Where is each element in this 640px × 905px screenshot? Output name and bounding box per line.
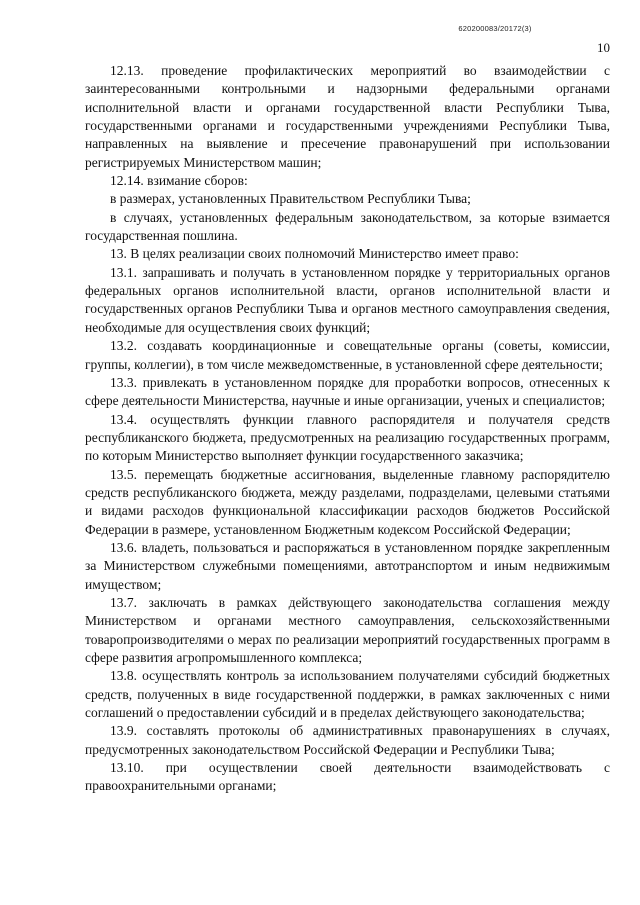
paragraph-fee-government: в размерах, установленных Правительством Республики Тыва; <box>110 191 471 207</box>
paragraph-13-9: 13.9. составлять протоколы об административных правонарушениях в случаях, предусмотренных законодательством Российской Федерации и Республики Тыва; <box>85 723 610 757</box>
paragraph-13-5: 13.5. перемещать бюджетные ассигнования, выделенные главному распорядителю средств республиканского бюджета, между разделами, подразделами, целевыми статьями и видами расходов функциональной классификации расходов бюджетов Российской Федерации в размере, установленном Бюджетным кодексом Российской Федерации; <box>85 466 610 537</box>
paragraph-13-4: 13.4. осуществлять функции главного распорядителя и получателя средств республиканского бюджета, предусмотренных на реализацию государственных программ, по которым Министерство выполняет функции государственного заказчика; <box>85 411 610 464</box>
paragraph-13-6: 13.6. владеть, пользоваться и распоряжаться в установленном порядке закрепленным за Министерством служебными помещениями, автотранспортом и иным недвижимым имуществом; <box>85 539 610 592</box>
paragraph-13-7: 13.7. заключать в рамках действующего законодательства соглашения между Министерством и органами местного самоуправления, сельскохозяйственными товаропроизводителями о мерах по реализации мероприятий государственных программ в сфере развития агропромышленного комплекса; <box>85 594 610 665</box>
paragraph-13-3: 13.3. привлекать в установленном порядке для проработки вопросов, отнесенных к сфере деятельности Министерства, научные и иные организации, ученых и специалистов; <box>85 374 610 409</box>
document-code: 620200083/20172(3) <box>458 24 532 33</box>
paragraph-13-10: 13.10. при осуществлении своей деятельности взаимодействовать с правоохранительными органами; <box>85 760 610 794</box>
paragraph-13: 13. В целях реализации своих полномочий Министерство имеет право: <box>110 246 519 262</box>
page-number: 10 <box>597 40 610 55</box>
paragraph-fee-federal: в случаях, установленных федеральным законодательством, за которые взимается государственная пошлина. <box>85 209 610 244</box>
paragraph-12-14: 12.14. взимание сборов: <box>110 173 248 189</box>
paragraph-12-13: 12.13. проведение профилактических мероприятий во взаимодействии с заинтересованными контрольными и надзорными федеральными органами исполнительной власти и органами государственной власти Республики Тыва, государственными органами и государственными учреждениями Республики Тыва, направленных на выявление и пресечение правонарушений при использовании регистрируемых Министерством машин; <box>85 63 610 170</box>
paragraph-13-1: 13.1. запрашивать и получать в установленном порядке у территориальных органов федеральных органов исполнительной власти, органов исполнительной власти и государственных органов Республики Тыва и органов местного самоуправления сведения, необходимые для осуществления своих функций; <box>85 264 610 335</box>
paragraph-13-2: 13.2. создавать координационные и совещательные органы (советы, комиссии, группы, коллегии), в том числе межведомственные, в установленной сфере деятельности; <box>85 338 610 372</box>
paragraph-13-8: 13.8. осуществлять контроль за использованием получателями субсидий бюджетных средств, полученных в виде государственной поддержки, в рамках заключенных с ними соглашений о предоставлении субсидий и в пределах действующего законодательства; <box>85 668 610 721</box>
document-body <box>85 62 610 796</box>
